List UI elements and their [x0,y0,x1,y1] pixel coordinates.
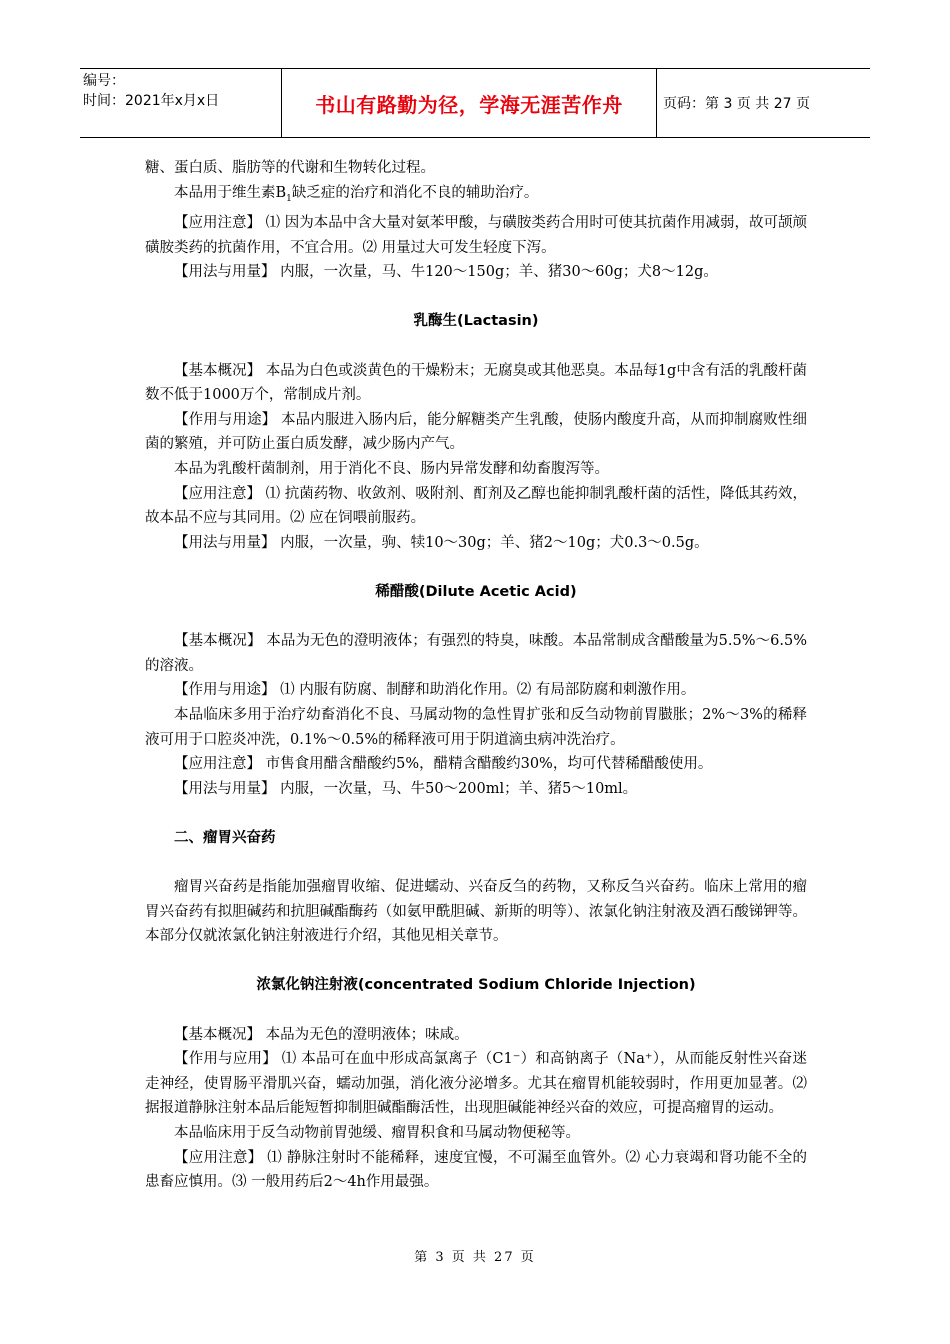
paragraph: 【应用注意】 ⑴ 抗菌药物、收敛剂、吸附剂、酊剂及乙醇也能抑制乳酸杆菌的活性，降低其药效，故本品不应与其同用。⑵ 应在饲喂前服药。 [145,485,807,527]
paragraph: 糖、蛋白质、脂肪等的代谢和生物转化过程。 [145,160,435,176]
subscript: 1 [286,193,292,204]
paragraph: 本品临床用于反刍动物前胃弛缓、瘤胃积食和马属动物便秘等。 [174,1125,580,1142]
paragraph: 【基本概况】 本品为无色的澄明液体；有强烈的特臭，味酸。本品常制成含醋酸量为5.5%～6.5%的溶液。 [145,633,807,674]
paragraph: 【用法与用量】 内服，一次量，驹、犊10～30g；羊、猪2～10g；犬0.3～0.5g。 [174,534,709,551]
paragraph: 【用法与用量】 内服，一次量，马、牛120～150g；羊、猪30～60g；犬8～12g。 [174,264,718,281]
paragraph: 【基本概况】 本品为白色或淡黄色的干燥粉末；无腐臭或其他恶臭。本品每1g中含有活的乳酸杆菌数不低于1000万个，常制成片剂。 [145,362,807,404]
paragraph: 本品临床多用于治疗幼畜消化不良、马属动物的急性胃扩张和反刍动物前胃臌胀；2%～3%的稀释液可用于口腔炎冲洗，0.1%～0.5%的稀释液可用于阴道滴虫病冲洗治疗。 [145,706,807,748]
paragraph [145,181,807,211]
paragraph: 【基本概况】 本品为无色的澄明液体；味咸。 [174,1026,469,1043]
paragraph: 【作用与应用】 ⑴ 本品可在血中形成高氯离子（C1⁻）和高钠离子（Na⁺），从而能反射性兴奋迷走神经，使胃肠平滑肌兴奋，蠕动加强，消化液分泌增多。尤其在瘤胃机能较弱时，作用更加显著。⑵ 据报道静脉注射本品后能短暂抑制胆碱酯酶活性，出现胆碱能神经兴奋的效应，可提高瘤胃的运动。 [145,1051,807,1117]
paragraph: 【用法与用量】 内服，一次量，马、牛50～200ml；羊、猪5～10ml。 [174,780,638,797]
doc-number-label: 编号： [83,73,125,89]
paragraph: 【作用与用途】 ⑴ 内服有防腐、制酵和助消化作用。⑵ 有局部防腐和刺激作用。 [174,682,696,699]
paragraph: 瘤胃兴奋药是指能加强瘤胃收缩、促进蠕动、兴奋反刍的药物，又称反刍兴奋药。临床上常用的瘤胃兴奋药有拟胆碱药和抗胆碱酯酶药（如氨甲酰胆碱、新斯的明等）、浓氯化钠注射液及酒石酸锑钾等。本部分仅就浓氯化钠注射液进行介绍，其他见相关章节。 [145,879,807,945]
section-title-lactasin: 乳酶生(Lactasin) [413,313,539,330]
header-meta [80,69,282,137]
paragraph: 本品为乳酸杆菌制剂，用于消化不良、肠内异常发酵和幼畜腹泻等。 [174,461,609,478]
header-motto: 书山有路勤为径，学海无涯苦作舟 [282,69,657,137]
page-footer: 第 3 页 共 27 页 [414,1250,536,1265]
paragraph: 【应用注意】 市售食用醋含醋酸约5%，醋精含醋酸约30%，均可代替稀醋酸使用。 [174,756,713,773]
paragraph: 【作用与用途】 本品内服进入肠内后，能分解糖类产生乳酸，使肠内酸度升高，从而抑制腐败性细菌的繁殖，并可防止蛋白质发酵，减少肠内产气。 [145,411,807,453]
section-title-acetic-acid: 稀醋酸(Dilute Acetic Acid) [375,583,577,600]
paragraph: 【应用注意】 ⑴ 静脉注射时不能稀释，速度宜慢，不可漏至血管外。⑵ 心力衰竭和肾功能不全的患畜应慎用。⑶ 一般用药后2～4h作用最强。 [145,1149,807,1191]
document-body [145,156,807,1195]
header-page-info: 页码：第 3 页 共 27 页 [663,96,810,112]
doc-time-label: 时间：2021年x月x日 [83,93,220,109]
paragraph: 【应用注意】 ⑴ 因为本品中含大量对氨苯甲酸，与磺胺类药合用时可使其抗菌作用减弱，故可颉颃磺胺类药的抗菌作用，不宜合用。⑵ 用量过大可发生轻度下泻。 [145,215,807,256]
text-span: 缺乏症的治疗和消化不良的辅助治疗。 [291,184,539,201]
text-span: 本品用于维生素B [174,184,287,201]
page-header [80,68,870,138]
section-title-nacl-injection: 浓氯化钠注射液(concentrated Sodium Chloride Injection) [256,977,696,994]
section-heading-rumen-stimulants: 二、瘤胃兴奋药 [174,829,276,846]
